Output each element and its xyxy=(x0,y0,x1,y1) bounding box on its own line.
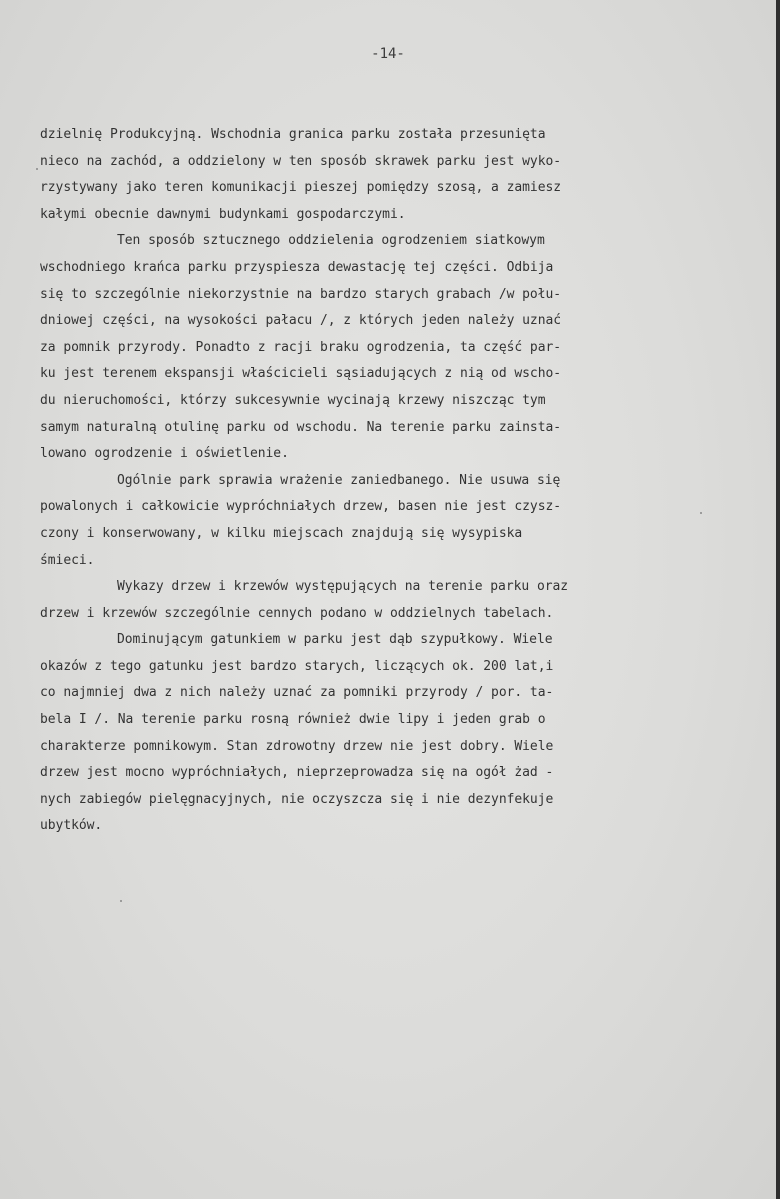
text-line: się to szczególnie niekorzystnie na bardzo starych grabach /w połu- xyxy=(40,286,562,302)
text-line: dniowej części, na wysokości pałacu /, z których jeden należy uznać xyxy=(40,313,562,329)
text-line: nych zabiegów pielęgnacyjnych, nie oczyszcza się i nie dezynfekuje xyxy=(40,791,554,807)
text-line: Wykazy drzew i krzewów występujących na terenie parku oraz xyxy=(117,579,569,595)
text-line: ubytków. xyxy=(40,818,103,834)
text-line: samym naturalną otulinę parku od wschodu. Na terenie parku zainsta- xyxy=(40,419,562,435)
paragraph xyxy=(40,468,740,574)
paper-speck xyxy=(120,900,122,902)
paragraph xyxy=(40,122,740,228)
page-number: -14- xyxy=(371,46,405,62)
text-line: nieco na zachód, a oddzielony w ten sposób skrawek parku jest wyko- xyxy=(40,153,562,169)
text-line: lowano ogrodzenie i oświetlenie. xyxy=(40,446,289,462)
text-line: bela I /. Na terenie parku rosną również dwie lipy i jeden grab o xyxy=(40,712,546,728)
text-line: Ten sposób sztucznego oddzielenia ogrodzeniem siatkowym xyxy=(117,233,545,249)
text-line: dzielnię Produkcyjną. Wschodnia granica parku została przesunięta xyxy=(40,127,546,142)
text-line: śmieci. xyxy=(40,552,95,568)
text-line: co najmniej dwa z nich należy uznać za pomniki przyrody / por. ta- xyxy=(40,685,554,701)
paragraph xyxy=(40,627,740,840)
text-line: du nieruchomości, którzy sukcesywnie wycinają krzewy niszcząc tym xyxy=(40,392,546,408)
text-line: charakterze pomnikowym. Stan zdrowotny drzew nie jest dobry. Wiele xyxy=(40,738,554,754)
text-line: wschodniego krańca parku przyspiesza dewastację tej części. Odbija xyxy=(40,259,554,275)
body-text xyxy=(40,122,740,840)
text-line: drzew i krzewów szczególnie cennych podano w oddzielnych tabelach. xyxy=(40,605,554,621)
paragraph xyxy=(40,228,740,467)
text-line: kałymi obecnie dawnymi budynkami gospodarczymi. xyxy=(40,206,406,222)
text-line: ku jest terenem ekspansji właścicieli sąsiadujących z nią od wscho- xyxy=(40,366,562,382)
text-line: okazów z tego gatunku jest bardzo starych, liczących ok. 200 lat,i xyxy=(40,658,554,674)
text-line: Ogólnie park sprawia wrażenie zaniedbanego. Nie usuwa się xyxy=(117,472,561,488)
text-line: rzystywany jako teren komunikacji pieszej pomiędzy szosą, a zamiesz xyxy=(40,180,562,196)
text-line: za pomnik przyrody. Ponadto z racji braku ogrodzenia, ta część par- xyxy=(40,339,562,355)
scan-edge xyxy=(776,0,780,1199)
text-line: drzew jest mocno wypróchniałych, nieprzeprowadza się na ogół żad - xyxy=(40,765,554,781)
paper-speck xyxy=(36,168,38,170)
text-line: powalonych i całkowicie wypróchniałych drzew, basen nie jest czysz- xyxy=(40,499,562,515)
text-line: czony i konserwowany, w kilku miejscach znajdują się wysypiska xyxy=(40,525,523,541)
text-line: Dominującym gatunkiem w parku jest dąb szypułkowy. Wiele xyxy=(117,632,553,648)
paragraph xyxy=(40,574,740,627)
paper-speck xyxy=(700,512,702,514)
